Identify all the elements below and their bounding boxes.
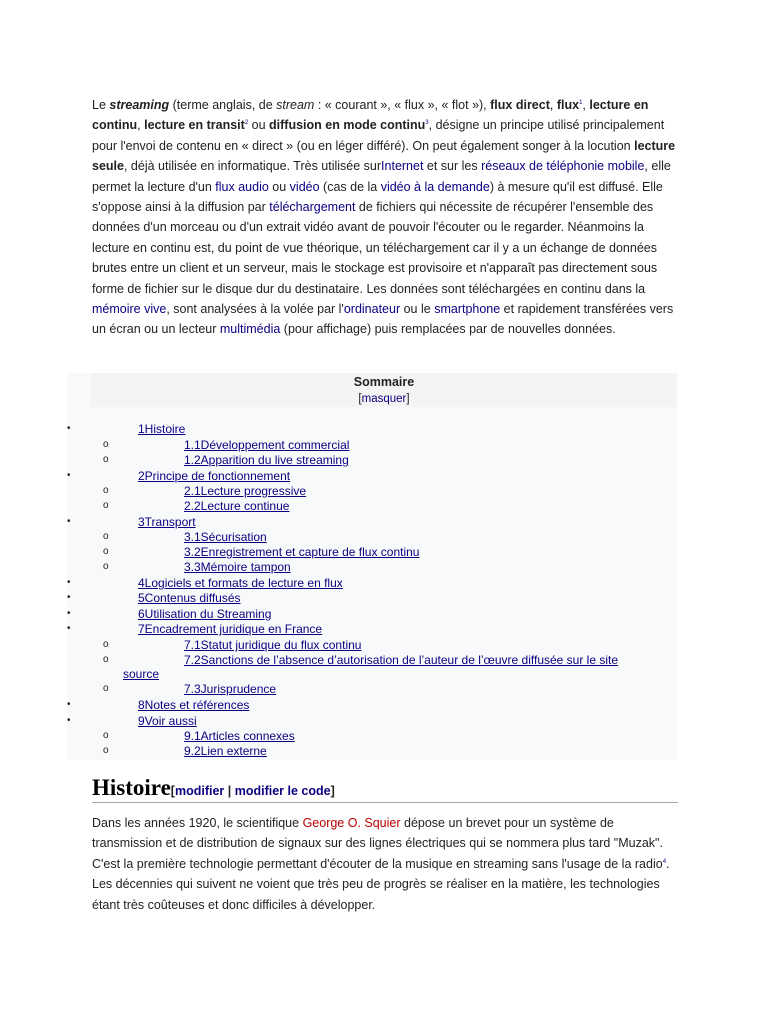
edit-link[interactable]: modifier [174, 784, 225, 798]
toc-link[interactable]: 6Utilisation du Streaming [138, 607, 272, 621]
link-video[interactable]: vidéo [289, 179, 320, 194]
bracket: [ [170, 784, 175, 798]
term-diffusion: diffusion en mode continu [269, 118, 426, 133]
term-stream: stream [276, 98, 315, 112]
toc-item [67, 607, 677, 621]
text: (terme anglais, de [169, 98, 277, 112]
text: Dans les années 1920, le scientifique [92, 816, 303, 830]
toc-item [67, 744, 677, 758]
toc-item [67, 622, 677, 636]
bullet-circle: o [103, 730, 109, 741]
toc-link[interactable]: 4Logiciels et formats de lecture en flux [138, 576, 343, 590]
toc-item [67, 499, 677, 513]
link-ordinateur[interactable]: ordinateur [343, 302, 401, 317]
ref-2[interactable]: 2 [244, 120, 249, 127]
link-george-squier[interactable]: George O. Squier [302, 816, 401, 830]
bullet-circle: o [103, 439, 109, 450]
edit-links [171, 784, 335, 798]
toc-link[interactable]: 3.2Enregistrement et capture de flux continu [184, 545, 420, 559]
toc-item [67, 560, 677, 574]
bullet-circle: o [103, 639, 109, 650]
toc-link[interactable]: 3Transport [138, 515, 196, 529]
toc-link[interactable]: 7.2Sanctions de l’absence d’autorisation de l’auteur de l’œuvre diffusée sur le site [184, 653, 619, 667]
toc-item [67, 714, 677, 728]
toc-link[interactable]: 3.3Mémoire tampon [184, 560, 291, 574]
toc-item [67, 438, 677, 452]
toc-item-continuation [67, 667, 677, 681]
text: , déjà utilisée en informatique. Très utilisée sur [123, 159, 382, 174]
bracket: ] [406, 393, 410, 405]
link-smartphone[interactable]: smartphone [434, 302, 501, 317]
bullet-disc: • [67, 516, 71, 527]
toc-link[interactable]: 2.1Lecture progressive [184, 484, 307, 498]
text: (pour affichage) puis remplacées par de nouvelles données. [280, 322, 616, 337]
bullet-circle: o [103, 454, 109, 465]
bullet-circle: o [103, 546, 109, 557]
text: , elle permet la lecture d'un [92, 159, 671, 194]
toc-item [67, 469, 677, 483]
toc-link[interactable]: source [123, 667, 160, 681]
text: ou le [400, 302, 435, 317]
toc-link[interactable]: 5Contenus diffusés [138, 591, 241, 605]
toc-item [67, 591, 677, 605]
toc-toggle [91, 392, 677, 406]
section-heading [92, 775, 678, 803]
separator: | [224, 784, 235, 798]
toc-link[interactable]: 2.2Lecture continue [184, 499, 290, 513]
bracket: [ [358, 393, 362, 405]
toc-item [67, 682, 677, 696]
toc-link[interactable]: 1.2Apparition du live streaming [184, 453, 349, 467]
toc-item [67, 545, 677, 559]
toc-link[interactable]: 9Voir aussi [138, 714, 197, 728]
link-reseaux[interactable]: réseaux de téléphonie mobile [481, 159, 645, 174]
bullet-disc: • [67, 577, 71, 588]
toc-item [67, 515, 677, 529]
toc-item [67, 729, 677, 743]
bullet-circle: o [103, 500, 109, 511]
edit-code-link[interactable]: modifier le code [234, 784, 331, 798]
text: Le [92, 98, 110, 112]
term-flux-direct: flux direct [490, 98, 550, 112]
term-lecture-en-continu: lecture en continu [92, 98, 649, 133]
toc-header [91, 373, 677, 407]
bracket: ] [330, 784, 335, 798]
bullet-circle: o [103, 485, 109, 496]
text: ou [268, 179, 290, 194]
toc-item [67, 698, 677, 712]
text: , [582, 98, 590, 112]
text: (cas de la [319, 179, 381, 194]
text: . Les décennies qui suivent ne voient que très peu de progrès se réaliser en la matière, les technologies étant très coûteuses et donc difficiles à développer. [92, 856, 670, 912]
text: , [137, 118, 145, 133]
toc-link[interactable]: 8Notes et références [138, 698, 250, 712]
toc-link[interactable]: 9.2Lien externe [184, 744, 267, 758]
bullet-circle: o [103, 683, 109, 694]
toc-item [67, 422, 677, 436]
table-of-contents [67, 373, 677, 760]
text: ou [248, 118, 270, 133]
bullet-disc: • [67, 608, 71, 619]
intro-paragraph [92, 95, 680, 340]
ref-4[interactable]: 4 [662, 858, 667, 865]
link-multimedia[interactable]: multimédia [219, 322, 281, 337]
term-lecture-en-transit: lecture en transit [144, 118, 245, 133]
bullet-circle: o [103, 654, 109, 665]
toc-title: Sommaire [353, 375, 415, 389]
toc-link[interactable]: 1Histoire [138, 422, 186, 436]
toc-link[interactable]: 2Principe de fonctionnement [138, 469, 291, 483]
ref-1[interactable]: 1 [579, 99, 583, 106]
toc-link[interactable]: 7.1Statut juridique du flux continu [184, 638, 362, 652]
term-flux: flux [556, 98, 580, 112]
bullet-disc: • [67, 699, 71, 710]
link-memoire-vive[interactable]: mémoire vive [92, 302, 167, 317]
bullet-disc: • [67, 423, 71, 434]
text: ) à mesure qu'il est diffusé. Elle s'oppose ainsi à la diffusion par [92, 179, 663, 215]
bullet-circle: o [103, 531, 109, 542]
text: de fichiers qui nécessite de récupérer l'ensemble des données d'un morceau ou d'un extrait vidéo avant de pouvoir l'écouter ou le regarder. Néanmoins la lecture en continu est, du point de vue théorique, un téléchargement car il y a un échange de données brutes entre un client et un serveur, mais le stockage est provisoire et n'apparaît pas directement sous forme de fichier sur le disque dur du destinataire. Les données sont téléchargées en continu dans la [92, 200, 658, 296]
toc-link[interactable]: 7Encadrement juridique en France [138, 622, 323, 636]
toc-item [67, 530, 677, 544]
toc-link[interactable]: 9.1Articles connexes [184, 729, 295, 743]
histoire-paragraph [92, 813, 680, 915]
toc-item [67, 638, 677, 652]
bullet-disc: • [67, 715, 71, 726]
link-vod[interactable]: vidéo à la demande [380, 179, 490, 194]
term-streaming: streaming [109, 98, 170, 112]
bullet-disc: • [67, 470, 71, 481]
term-lecture-seule: lecture seule [92, 138, 676, 174]
toc-item [67, 453, 677, 467]
toc-link[interactable]: 7.3Jurisprudence [184, 682, 277, 696]
text: , [549, 98, 557, 112]
text: , sont analysées à la volée par l' [166, 302, 344, 317]
toc-item [67, 653, 677, 667]
toc-hide-link[interactable]: masquer [361, 393, 407, 405]
text: et sur les [423, 159, 482, 174]
toc-item [67, 484, 677, 498]
toc-link[interactable]: 3.1Sécurisation [184, 530, 267, 544]
toc-item [67, 576, 677, 590]
bullet-disc: • [67, 592, 71, 603]
toc-link[interactable]: 1.1Développement commercial [184, 438, 350, 452]
link-flux-audio[interactable]: flux audio [215, 179, 269, 194]
text: et rapidement transférées vers un écran ou un lecteur [92, 302, 674, 337]
link-telechargement[interactable]: téléchargement [269, 200, 356, 215]
section-title: Histoire [92, 775, 171, 800]
ref-3[interactable]: 3 [425, 120, 429, 127]
bullet-circle: o [103, 561, 109, 572]
text: : « courant », « flux », « flot »), [314, 98, 491, 112]
bullet-circle: o [103, 745, 109, 756]
text: dépose un brevet pour un système de transmission et de distribution de signaux sur des lignes électriques qui se nommera plus tard "Muzak". C'est la première technologie permettant d'écouter de la musique en streaming sans l'usage de la radio [92, 816, 663, 871]
bullet-disc: • [67, 623, 71, 634]
link-internet[interactable]: Internet [381, 159, 424, 174]
text: , désigne un principe utilisé principalement pour l'envoi de contenu en « direct » (ou en léger différé). On peut également songer à la locution [92, 118, 665, 153]
